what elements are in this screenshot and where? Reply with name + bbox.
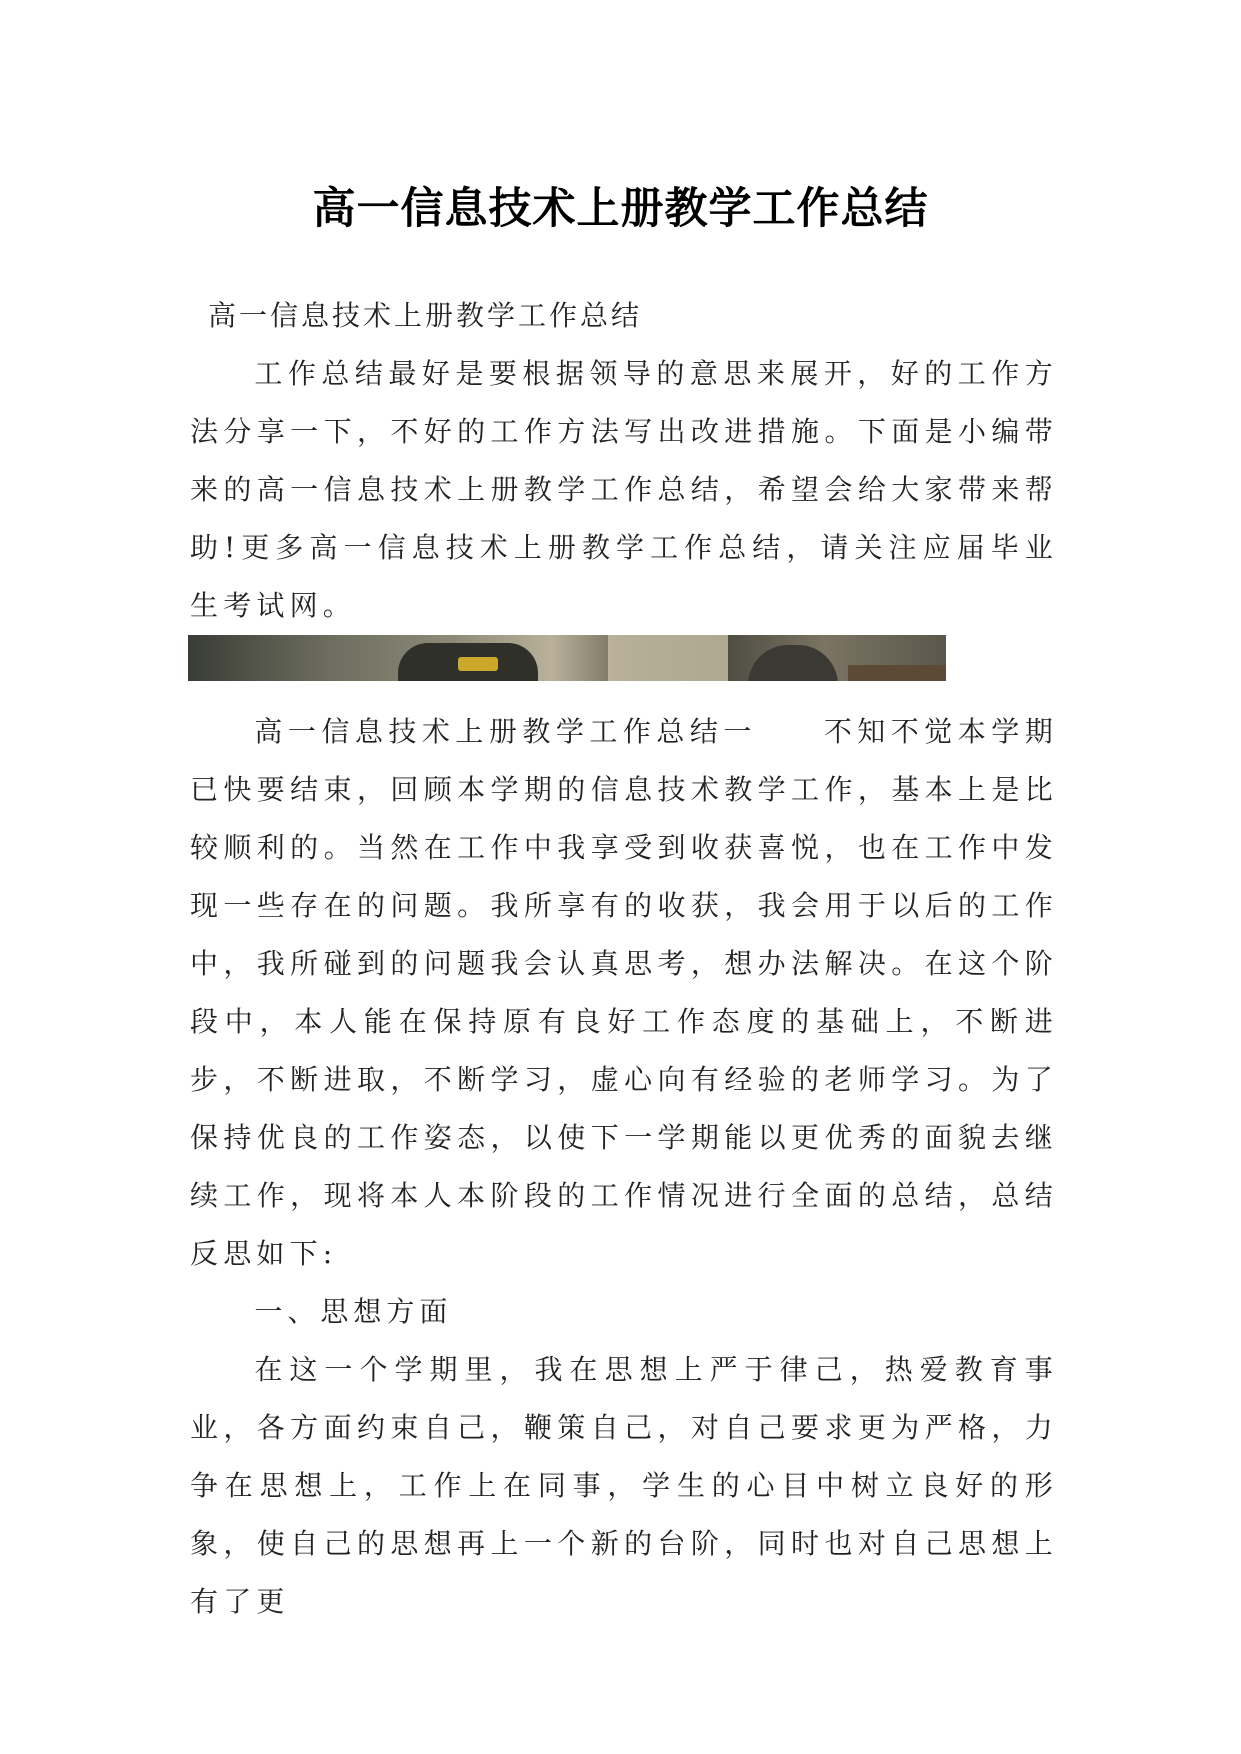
- intro-paragraph: 工作总结最好是要根据领导的意思来展开，好的工作方法分享一下，不好的工作方法写出改进措施。下面是小编带来的高一信息技术上册教学工作总结，希望会给大家带来帮助!更多高一信息技术上册教学工作总结，请关注应届毕业生考试网。: [190, 357, 1058, 622]
- document-subtitle: 高一信息技术上册教学工作总结: [208, 299, 643, 332]
- document-title: 高一信息技术上册教学工作总结: [312, 183, 929, 234]
- photo-head-shape: [748, 645, 838, 681]
- photo-desk-shape: [848, 665, 946, 681]
- photo-light-shape: [608, 635, 728, 681]
- classroom-photo: [188, 635, 946, 681]
- photo-badge-shape: [458, 657, 498, 671]
- document-body: [190, 287, 1058, 1631]
- section-heading-thought: 一、思想方面: [254, 1295, 453, 1328]
- section1-paragraph: 高一信息技术上册教学工作总结一 不知不觉本学期已快要结束，回顾本学期的信息技术教学工作，基本上是比较顺利的。当然在工作中我享受到收获喜悦，也在工作中发现一些存在的问题。我所享有的收获，我会用于以后的工作中，我所碰到的问题我会认真思考，想办法解决。在这个阶段中，本人能在保持原有良好工作态度的基础上，不断进步，不断进取，不断学习，虚心向有经验的老师学习。为了保持优良的工作姿态，以使下一学期能以更优秀的面貌去继续工作，现将本人本阶段的工作情况进行全面的总结，总结反思如下:: [190, 715, 1058, 1270]
- thought-paragraph: 在这一个学期里，我在思想上严于律己，热爱教育事业，各方面约束自己，鞭策自己，对自己要求更为严格，力争在思想上，工作上在同事，学生的心目中树立良好的形象，使自己的思想再上一个新的台阶，同时也对自己思想上有了更: [190, 1353, 1058, 1618]
